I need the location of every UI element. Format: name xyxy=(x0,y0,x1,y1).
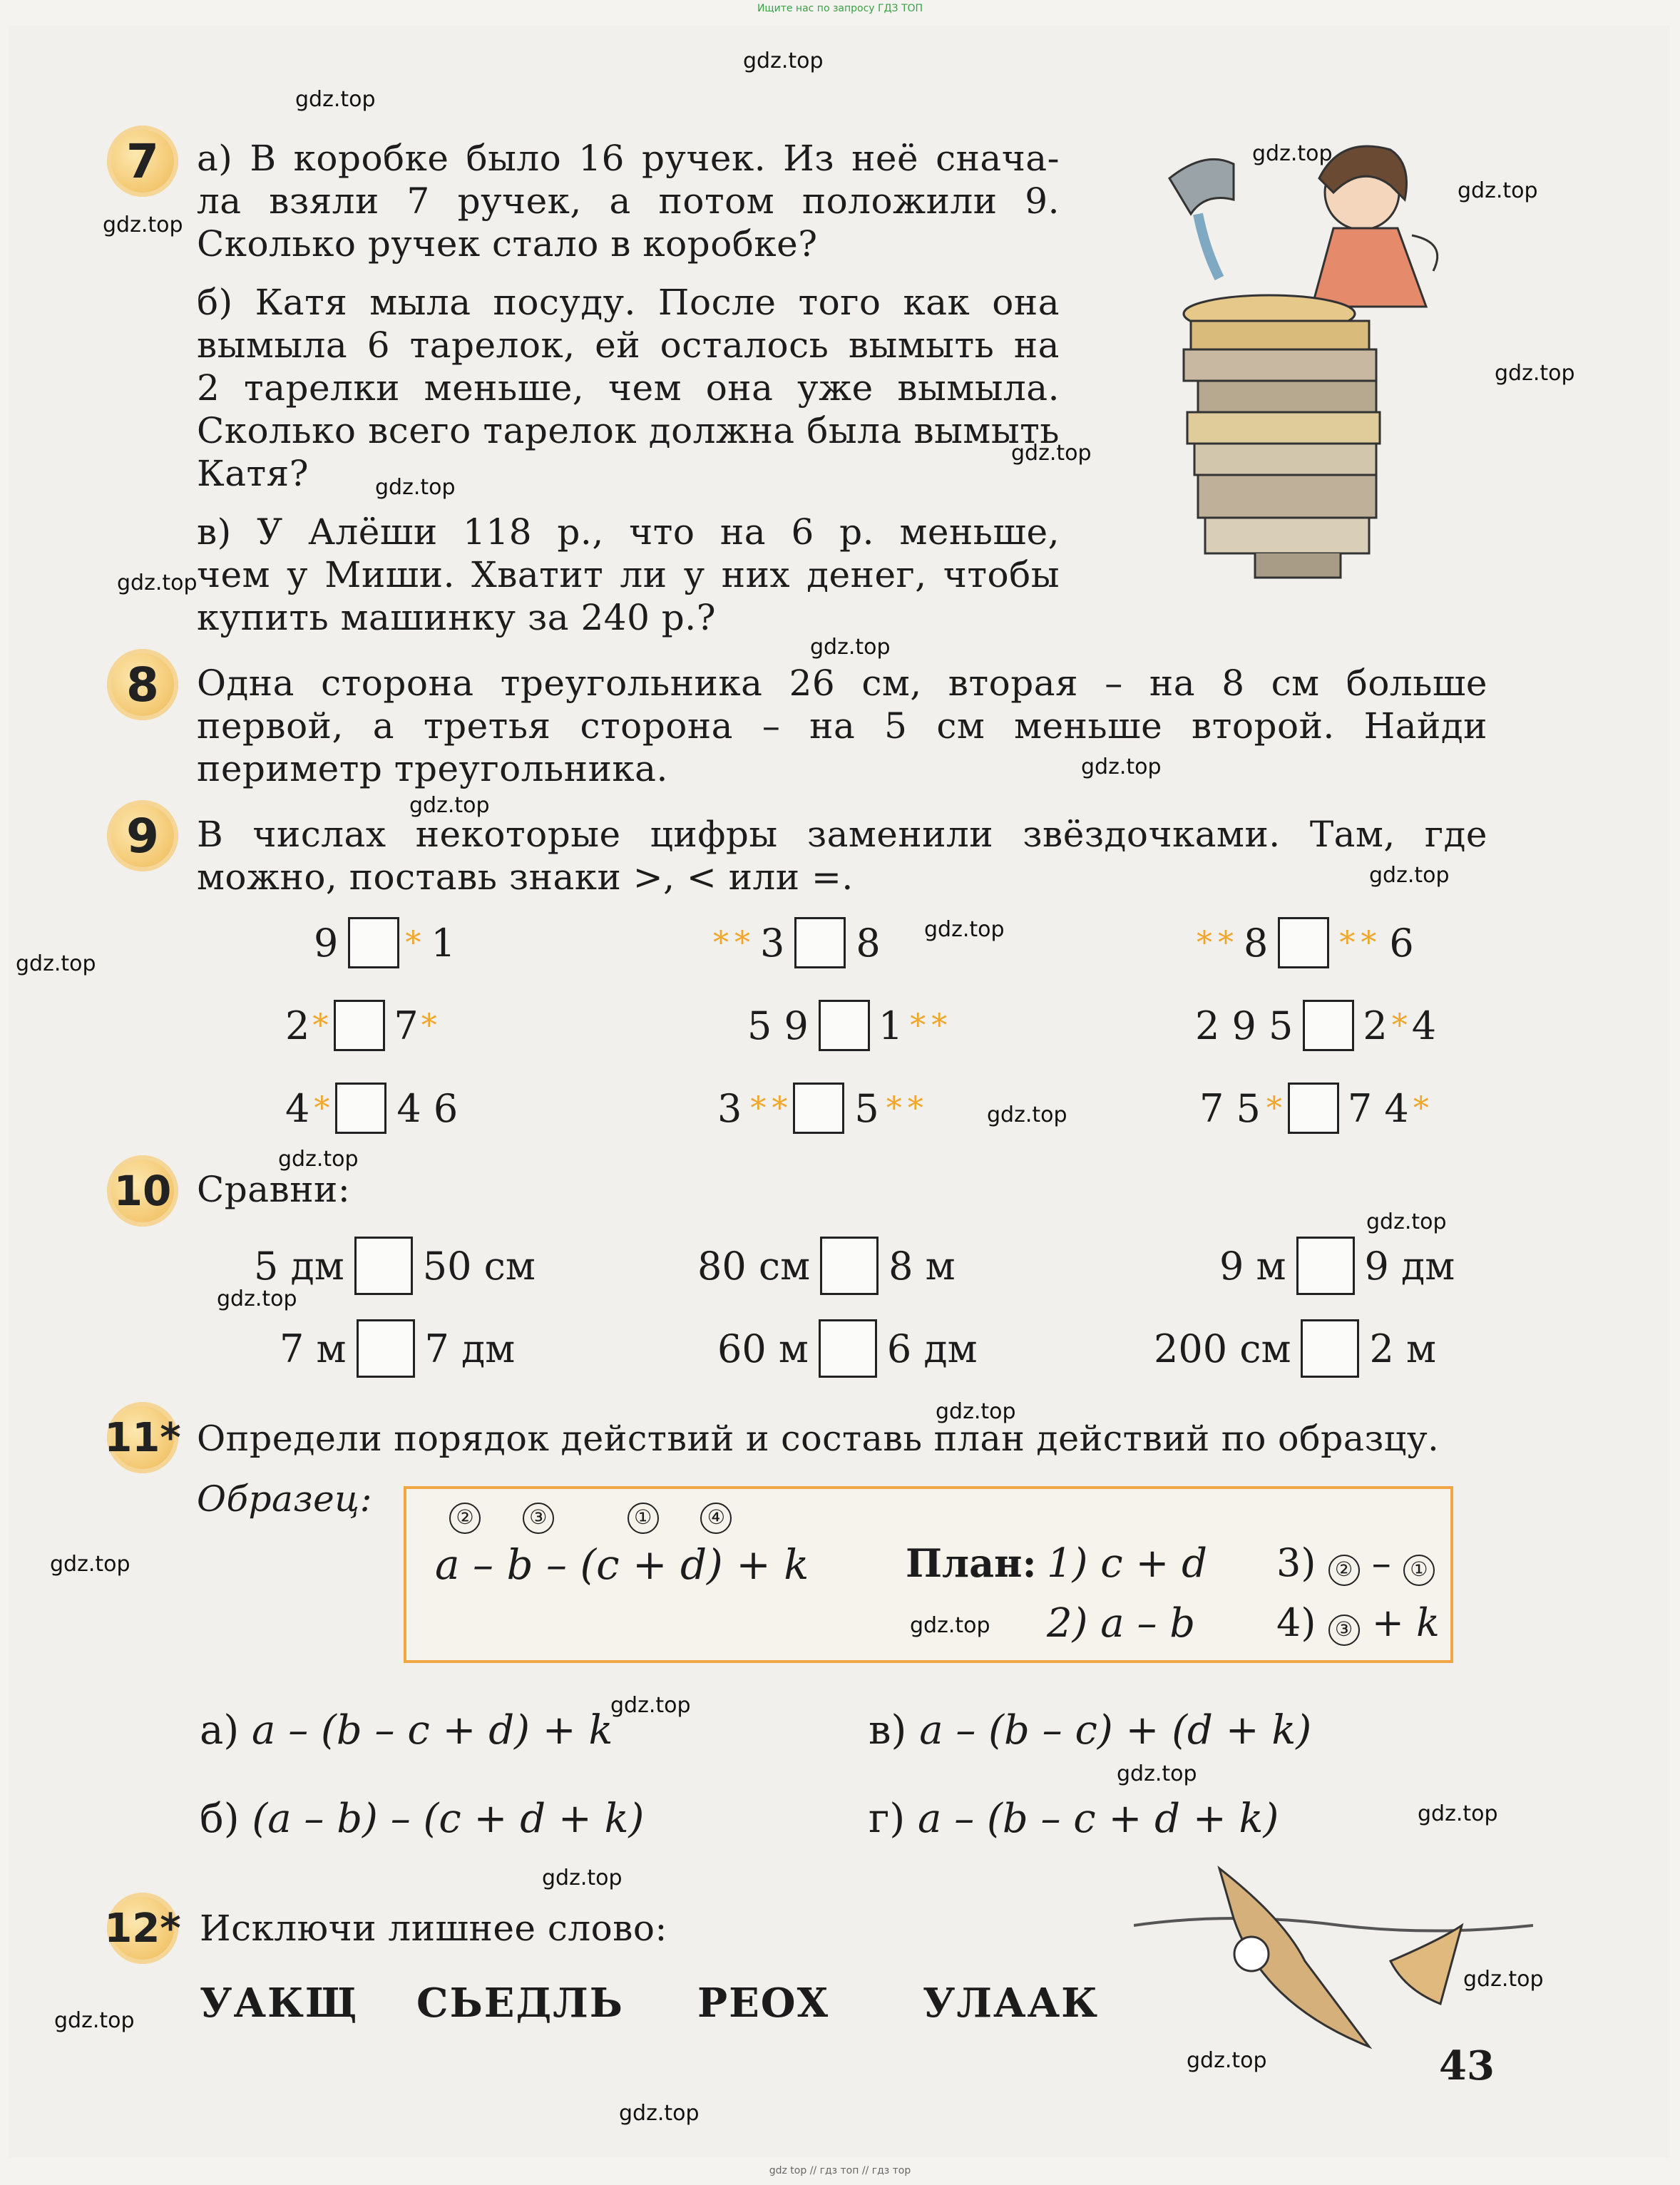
task-number-badge: 9 xyxy=(107,800,178,871)
task7-line: Катя? xyxy=(197,453,309,494)
measure: 7 дм xyxy=(424,1326,516,1371)
watermark: gdz.top xyxy=(1117,1761,1197,1786)
plan-step-4 xyxy=(1276,1600,1440,1646)
task11-title: Определи порядок действий и составь план действий по образцу. xyxy=(197,1418,1440,1459)
number-part: 7 5 xyxy=(1199,1085,1261,1131)
plan-step-2: 2) a – b xyxy=(1047,1600,1196,1647)
word-item: УЛААК xyxy=(923,1980,1100,2027)
watermark: gdz.top xyxy=(924,917,1005,942)
exercise-label: г) xyxy=(869,1796,906,1842)
number-part: 3 xyxy=(717,1085,742,1131)
number-part: 4 xyxy=(1411,1003,1437,1048)
comparison-row xyxy=(1195,1000,1436,1051)
comparison-row xyxy=(747,1000,947,1051)
watermark: gdz.top xyxy=(278,1147,359,1172)
task7-line: Сколько ручек стало в коробке? xyxy=(197,223,818,265)
task8-line: Одна сторона треугольника 26 см, вторая – на 8 см больше xyxy=(197,662,1487,704)
page-number: 43 xyxy=(1439,2042,1495,2089)
task7-line: а) В коробке было 16 ручек. Из неё снача- xyxy=(197,138,1060,179)
task-number-badge: 11* xyxy=(107,1402,178,1473)
answer-box[interactable] xyxy=(354,1237,413,1295)
task7-line: 2 тарелки меньше, чем она уже вымыла. xyxy=(197,367,1060,409)
order-circle: ① xyxy=(628,1503,659,1534)
watermark: gdz.top xyxy=(936,1399,1016,1424)
word-item: СЬЕДЛЬ xyxy=(416,1980,624,2027)
task9-line: В числах некоторые цифры заменили звёздочками. Там, где xyxy=(197,814,1487,855)
task9-line: можно, поставь знаки >, < или =. xyxy=(197,856,854,898)
task-number-badge: 8 xyxy=(107,649,178,720)
star-digit: * xyxy=(910,1007,926,1044)
task7-line: ла взяли 7 ручек, а потом положили 9. xyxy=(197,180,1060,222)
task-number-badge: 7 xyxy=(107,126,178,197)
number-part: 4 6 xyxy=(396,1085,459,1131)
order-circle: ① xyxy=(1403,1555,1435,1586)
task-number-badge: 12* xyxy=(107,1893,178,1964)
top-banner: Ищите нас по запросу ГДЗ ТОП xyxy=(757,3,923,14)
measure: 60 м xyxy=(717,1326,809,1371)
task8-text xyxy=(197,662,1487,790)
word-item: РЕОХ xyxy=(697,1980,830,2027)
task-number-badge: 10 xyxy=(107,1155,178,1227)
exercise-a xyxy=(200,1707,613,1754)
task8-line: периметр треугольника. xyxy=(197,748,668,789)
star-digit: * xyxy=(1391,1007,1408,1044)
watermark: gdz.top xyxy=(117,570,198,595)
measure: 80 см xyxy=(697,1243,811,1289)
star-digit: * xyxy=(1413,1090,1429,1127)
plan-step-4-num: 4) xyxy=(1276,1600,1328,1645)
watermark: gdz.top xyxy=(103,213,183,237)
watermark: gdz.top xyxy=(1418,1801,1498,1826)
compare-row xyxy=(697,1237,956,1295)
star-digit: * xyxy=(405,924,421,961)
compare-row xyxy=(280,1319,515,1378)
sample-label: Образец: xyxy=(197,1478,372,1520)
compare-row xyxy=(717,1319,978,1378)
exercise-b xyxy=(200,1796,644,1842)
watermark: gdz.top xyxy=(375,475,456,500)
star-digit: * xyxy=(1266,1090,1282,1127)
comparison-row xyxy=(314,917,456,968)
star-digit: * xyxy=(314,1090,330,1127)
answer-box[interactable] xyxy=(793,1083,844,1134)
measure: 9 м xyxy=(1219,1243,1286,1289)
watermark: gdz.top xyxy=(1495,361,1575,386)
task10-title: Сравни: xyxy=(197,1169,351,1210)
exercise-v xyxy=(869,1707,1311,1754)
number-part: 3 xyxy=(760,920,785,966)
watermark: gdz.top xyxy=(16,951,96,976)
watermark: gdz.top xyxy=(1187,2048,1267,2073)
watermark: gdz.top xyxy=(810,635,891,660)
number-part: 7 4 xyxy=(1347,1085,1409,1131)
watermark: gdz.top xyxy=(1369,863,1450,888)
task7-line: купить машинку за 240 р.? xyxy=(197,597,717,638)
task8-line: первой, а третья сторона – на 5 см меньше второй. Найди xyxy=(197,705,1487,747)
plan-step-3-num: 3) xyxy=(1276,1540,1328,1585)
number-part: 1 xyxy=(878,1003,903,1048)
plan-step-3 xyxy=(1276,1540,1435,1586)
measure: 2 м xyxy=(1369,1326,1437,1371)
task9-text xyxy=(197,813,1487,899)
answer-box[interactable] xyxy=(794,917,846,968)
exercise-expression: a – (b – c) + (d + k) xyxy=(919,1707,1312,1754)
watermark: gdz.top xyxy=(1081,754,1162,779)
measure: 8 м xyxy=(888,1243,956,1289)
watermark: gdz.top xyxy=(409,793,490,818)
task7-line: чем у Миши. Хватит ли у них денег, чтобы xyxy=(197,554,1060,595)
exercise-expression: a – (b – c + d + k) xyxy=(918,1796,1279,1842)
compare-row xyxy=(1219,1237,1455,1295)
watermark: gdz.top xyxy=(50,1552,130,1577)
star-digit: * xyxy=(1218,924,1234,961)
plan-step-1: 1) c + d xyxy=(1047,1540,1208,1587)
number-part: 2 xyxy=(1363,1003,1388,1048)
answer-box[interactable] xyxy=(1303,1000,1354,1051)
star-digit: * xyxy=(886,1090,902,1127)
measure: 5 дм xyxy=(254,1243,344,1289)
task7-text xyxy=(197,137,1060,639)
watermark: gdz.top xyxy=(987,1102,1067,1127)
number-part: 2 9 5 xyxy=(1195,1003,1294,1048)
answer-box[interactable] xyxy=(1278,917,1329,968)
watermark: gdz.top xyxy=(54,2008,135,2033)
measure: 9 дм xyxy=(1364,1243,1455,1289)
answer-box[interactable] xyxy=(820,1237,879,1295)
word-item: УАКЩ xyxy=(200,1980,359,2027)
measure: 50 см xyxy=(422,1243,536,1289)
answer-box[interactable] xyxy=(1296,1237,1355,1295)
watermark: gdz.top xyxy=(295,87,376,112)
order-circle: ② xyxy=(1328,1555,1360,1586)
exercise-label: а) xyxy=(200,1707,240,1754)
exercise-expression: a – (b – c + d) + k xyxy=(252,1707,613,1754)
exercise-expression: (a – b) – (c + d + k) xyxy=(252,1796,645,1842)
star-digit: * xyxy=(907,1090,923,1127)
watermark: gdz.top xyxy=(743,48,824,73)
comparison-row xyxy=(285,1000,437,1051)
star-digit: * xyxy=(312,1007,329,1044)
shark-illustration xyxy=(1134,1861,1533,2054)
girl-washing-dishes-illustration xyxy=(1127,135,1512,592)
answer-box[interactable] xyxy=(1288,1083,1339,1134)
comparison-row xyxy=(1199,1083,1429,1134)
number-part: 5 9 xyxy=(747,1003,809,1048)
number-part: 7 xyxy=(394,1003,419,1048)
star-digit: * xyxy=(734,924,750,961)
comparison-row xyxy=(713,917,881,968)
sample-expression: a – b – (c + d) + k xyxy=(435,1540,809,1589)
plan-step-4-op: + k xyxy=(1359,1600,1440,1645)
watermark: gdz.top xyxy=(610,1693,691,1718)
watermark: gdz.top xyxy=(1366,1209,1447,1234)
answer-box[interactable] xyxy=(1301,1319,1359,1378)
task7-line: б) Катя мыла посуду. После того как она xyxy=(197,282,1060,323)
number-part: 1 xyxy=(431,920,456,966)
task12-title: Исключи лишнее слово: xyxy=(200,1908,667,1949)
watermark: gdz.top xyxy=(217,1286,297,1311)
exercise-g xyxy=(869,1796,1279,1842)
watermark: gdz.top xyxy=(1458,178,1538,203)
watermark: gdz.top xyxy=(910,1613,990,1638)
number-part: 9 xyxy=(314,920,339,966)
number-part: 8 xyxy=(1244,920,1269,966)
number-part: 8 xyxy=(856,920,881,966)
star-digit: * xyxy=(713,924,729,961)
star-digit: * xyxy=(1361,924,1377,961)
task7-line: в) У Алёши 118 р., что на 6 р. меньше, xyxy=(197,511,1060,553)
comparison-row xyxy=(717,1083,923,1134)
number-part: 5 xyxy=(854,1085,879,1131)
answer-box[interactable] xyxy=(335,1083,386,1134)
answer-box[interactable] xyxy=(334,1000,385,1051)
answer-box[interactable] xyxy=(348,917,399,968)
number-part: 2 xyxy=(285,1003,310,1048)
answer-box[interactable] xyxy=(357,1319,415,1378)
star-digit: * xyxy=(1339,924,1356,961)
watermark: gdz.top xyxy=(619,2101,700,2126)
exercise-label: в) xyxy=(869,1707,907,1754)
watermark: gdz.top xyxy=(1011,441,1092,466)
number-part: 4 xyxy=(285,1085,310,1131)
number-part: 6 xyxy=(1389,920,1414,966)
order-circle: ② xyxy=(449,1503,481,1534)
star-digit: * xyxy=(931,1007,948,1044)
watermark: gdz.top xyxy=(542,1866,623,1890)
measure: 200 см xyxy=(1154,1326,1291,1371)
order-circle: ④ xyxy=(700,1503,732,1534)
measure: 7 м xyxy=(280,1326,347,1371)
bottom-banner: gdz top // гдз топ // гдз тор xyxy=(769,2165,911,2176)
comparison-row xyxy=(1197,917,1414,968)
star-digit: * xyxy=(421,1007,437,1044)
order-circle: ③ xyxy=(1328,1615,1360,1646)
answer-box[interactable] xyxy=(819,1000,870,1051)
star-digit: * xyxy=(772,1090,788,1127)
task7-line: Сколько всего тарелок должна была вымыть xyxy=(197,410,1060,451)
measure: 6 дм xyxy=(886,1326,978,1371)
plan-label: План: xyxy=(906,1540,1037,1586)
watermark: gdz.top xyxy=(1252,141,1333,166)
star-digit: * xyxy=(1197,924,1212,961)
comparison-row xyxy=(285,1083,458,1134)
order-circle: ③ xyxy=(523,1503,554,1534)
star-digit: * xyxy=(750,1090,767,1127)
answer-box[interactable] xyxy=(819,1319,877,1378)
compare-row xyxy=(1154,1319,1436,1378)
exercise-label: б) xyxy=(200,1796,240,1842)
watermark: gdz.top xyxy=(1463,1967,1544,1992)
plan-step-3-op: – xyxy=(1359,1540,1403,1585)
order-markers xyxy=(449,1502,732,1534)
task7-line: вымыла 6 тарелок, ей осталось вымыть на xyxy=(197,324,1060,366)
